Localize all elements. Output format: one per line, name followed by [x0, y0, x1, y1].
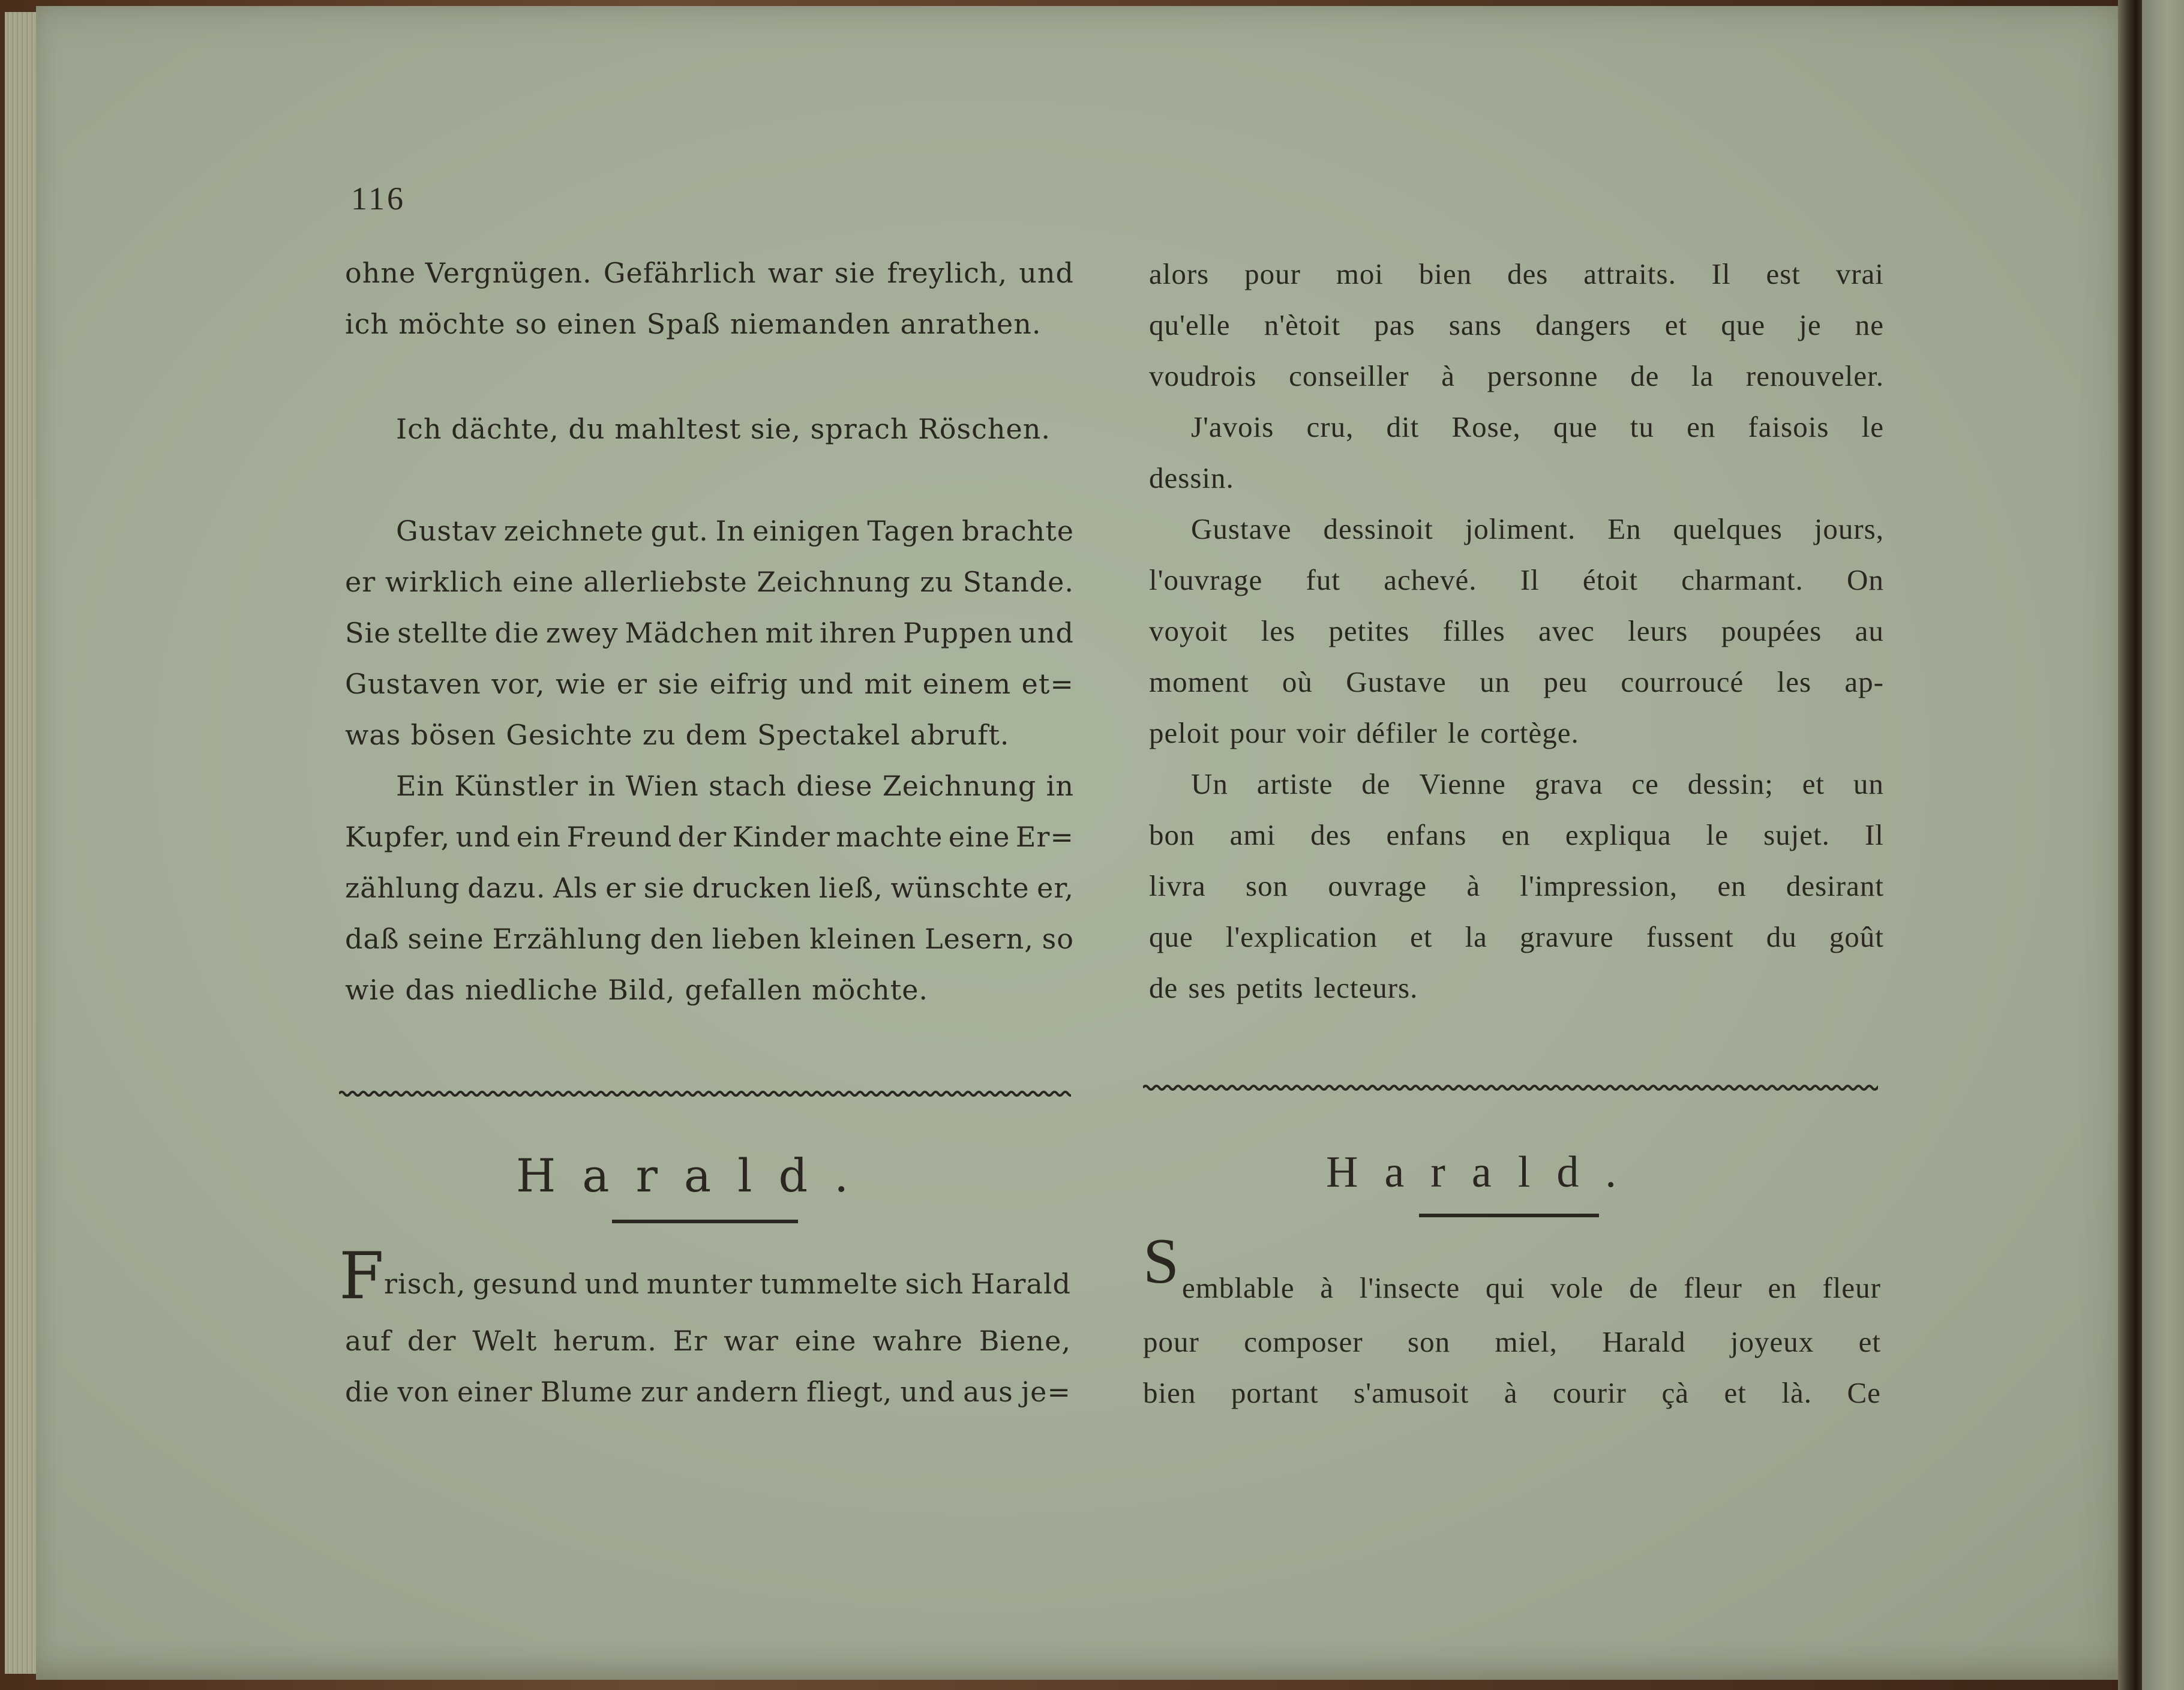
- word: und: [1019, 257, 1074, 289]
- word: niedliche: [464, 974, 599, 1006]
- word: moi: [1336, 257, 1384, 290]
- word: dessin.: [1149, 461, 1234, 494]
- word: anrathen.: [900, 308, 1042, 340]
- word: est: [1766, 257, 1801, 290]
- word: ne: [1855, 308, 1884, 341]
- word: J'avois: [1191, 410, 1274, 443]
- word: Vienne: [1419, 767, 1506, 800]
- german-text-line: [396, 515, 1074, 547]
- word: de: [1361, 767, 1391, 800]
- word: un: [1480, 665, 1511, 698]
- word: goût: [1829, 920, 1884, 953]
- word: je=: [1021, 1376, 1071, 1408]
- german-text-line: [345, 257, 1074, 289]
- word: In: [715, 515, 746, 547]
- french-text-line: [1191, 512, 1884, 546]
- word: charmant.: [1681, 563, 1804, 596]
- word: vole: [1550, 1271, 1604, 1304]
- word: auf: [345, 1325, 392, 1357]
- word: Mädchen: [625, 617, 759, 649]
- word: andern: [695, 1376, 799, 1408]
- word: Wien: [625, 770, 699, 802]
- word: en: [1768, 1271, 1797, 1304]
- heading-harald-german: Harald.: [516, 1149, 875, 1202]
- word: er: [605, 872, 637, 904]
- word: sie: [658, 668, 700, 700]
- word: le: [1706, 818, 1729, 851]
- word: machte: [836, 821, 943, 853]
- word: lecteurs.: [1313, 971, 1418, 1004]
- word: Harald: [970, 1268, 1071, 1300]
- word: l'impression,: [1520, 869, 1678, 902]
- french-text-line: [1191, 767, 1884, 801]
- word: pour: [1229, 716, 1286, 749]
- word: s'amusoit: [1354, 1376, 1469, 1409]
- word: Un: [1191, 767, 1228, 800]
- word: joliment.: [1465, 512, 1576, 545]
- heading-rule-french: [1419, 1214, 1599, 1217]
- french-text-line: [1149, 461, 1234, 495]
- word: à: [1441, 359, 1455, 392]
- german-text-line: Ich dächte, du mahltest sie, sprach Röschen.: [396, 413, 1051, 445]
- word: Spectakel: [757, 719, 901, 751]
- word: eine: [948, 821, 1010, 853]
- word: Welt: [472, 1325, 538, 1357]
- word: fleur: [1684, 1271, 1742, 1304]
- word: quelques: [1673, 512, 1783, 545]
- french-text-line: [1149, 716, 1579, 750]
- german-text-line: [396, 770, 1074, 802]
- word: den: [650, 923, 704, 955]
- word: n'ètoit: [1264, 308, 1341, 341]
- word: Freund: [566, 821, 673, 853]
- word: kleinen: [809, 923, 917, 955]
- word: ohne Vergnügen.: [345, 257, 592, 289]
- word: desirant: [1786, 869, 1884, 902]
- word: dazu.: [467, 872, 546, 904]
- word: Bild,: [608, 974, 676, 1006]
- word: ließ,: [818, 872, 883, 904]
- word: das: [405, 974, 455, 1006]
- word: l'explication: [1225, 920, 1378, 953]
- word: stach: [709, 770, 787, 802]
- word: Er: [673, 1325, 708, 1357]
- word: wirklich: [385, 566, 503, 598]
- word: Als: [553, 872, 598, 904]
- french-text-line: [1182, 1271, 1881, 1305]
- next-page-edge: [2142, 0, 2184, 1690]
- word: Il: [1864, 818, 1884, 851]
- french-text-line: [1149, 359, 1884, 393]
- word: en: [1501, 818, 1531, 851]
- word: et: [1664, 308, 1688, 341]
- word: à: [1504, 1376, 1518, 1409]
- word: Gustave: [1346, 665, 1447, 698]
- french-text-line: [1149, 257, 1884, 291]
- heading-rule-german: [612, 1220, 798, 1223]
- word: möchte.: [812, 974, 929, 1006]
- word: Zeichnung: [882, 770, 1037, 802]
- word: faisois: [1748, 410, 1829, 443]
- word: er: [345, 566, 376, 598]
- word: leurs: [1628, 614, 1688, 647]
- word: wie: [555, 668, 607, 700]
- word: fleur: [1822, 1271, 1881, 1304]
- german-text-line: [345, 821, 1074, 853]
- word: Harald: [1602, 1325, 1686, 1358]
- word: et: [1802, 767, 1825, 800]
- word: brachte: [962, 515, 1074, 547]
- word: que: [1721, 308, 1766, 341]
- word: fussent: [1646, 920, 1734, 953]
- word: Erzählung: [492, 923, 642, 955]
- german-text-line: [345, 1325, 1071, 1357]
- section-divider-right: [1143, 1083, 1878, 1092]
- word: emblable: [1182, 1271, 1295, 1304]
- word: war: [724, 1325, 779, 1357]
- word: attraits.: [1583, 257, 1676, 290]
- word: Il: [1520, 563, 1540, 596]
- word: là.: [1781, 1376, 1812, 1409]
- german-text-line: [345, 719, 1009, 751]
- word: pour: [1244, 257, 1301, 290]
- french-text-line: [1149, 971, 1418, 1005]
- word: so: [515, 308, 548, 340]
- word: dem: [685, 719, 748, 751]
- word: çà: [1661, 1376, 1689, 1409]
- word: Blume: [540, 1376, 633, 1408]
- word: peu: [1543, 665, 1588, 698]
- word: abruft.: [910, 719, 1010, 751]
- word: und: [584, 1268, 640, 1300]
- french-text-line: [1149, 920, 1884, 954]
- word: mit: [765, 617, 814, 649]
- word: zu: [642, 719, 676, 751]
- word: portant: [1231, 1376, 1319, 1409]
- word: in: [1046, 770, 1074, 802]
- word: sie: [643, 872, 685, 904]
- word: ihren: [820, 617, 897, 649]
- word: Gustave: [1191, 512, 1292, 545]
- word: où: [1282, 665, 1313, 698]
- word: so: [1042, 923, 1074, 955]
- word: Il: [1711, 257, 1731, 290]
- word: livra: [1149, 869, 1206, 902]
- word: gut.: [650, 515, 709, 547]
- word: gravure: [1520, 920, 1614, 953]
- word: tu: [1630, 410, 1654, 443]
- word: ouvrage: [1328, 869, 1427, 902]
- word: war: [767, 257, 823, 289]
- word: je: [1799, 308, 1822, 341]
- word: Gustav: [396, 515, 497, 547]
- word: qu'elle: [1149, 308, 1231, 341]
- word: son: [1408, 1325, 1451, 1358]
- word: Er=: [1015, 821, 1074, 853]
- word: voudrois: [1149, 359, 1257, 392]
- word: und: [1019, 617, 1074, 649]
- word: avec: [1538, 614, 1595, 647]
- word: et: [1410, 920, 1433, 953]
- page-number: 116: [351, 181, 406, 217]
- french-text-line: [1149, 563, 1884, 597]
- french-text-line: [1149, 614, 1884, 648]
- word: en: [1717, 869, 1747, 902]
- french-text-line: [1191, 410, 1884, 444]
- word: pour: [1143, 1325, 1199, 1358]
- german-text-line: [345, 668, 1074, 700]
- word: Ce: [1847, 1376, 1881, 1409]
- word: einigen: [752, 515, 860, 547]
- word: und: [900, 1376, 956, 1408]
- word: petits: [1236, 971, 1304, 1004]
- word: herum.: [553, 1325, 657, 1357]
- word: dit: [1386, 410, 1420, 443]
- word: de: [1629, 1271, 1658, 1304]
- word: voyoit: [1149, 614, 1228, 647]
- word: et: [1858, 1325, 1881, 1358]
- word: möchte: [398, 308, 506, 340]
- word: ami: [1229, 818, 1276, 851]
- word: Stande.: [962, 566, 1074, 598]
- word: du: [1766, 920, 1797, 953]
- word: dessin;: [1687, 767, 1774, 800]
- word: et=: [1021, 668, 1074, 700]
- word: et: [1724, 1376, 1747, 1409]
- dropcap-french: S: [1143, 1226, 1180, 1297]
- word: allerliebste: [583, 566, 748, 598]
- word: von: [397, 1376, 449, 1408]
- word: die: [494, 617, 539, 649]
- word: sich: [905, 1268, 964, 1300]
- word: der: [407, 1325, 457, 1357]
- word: grava: [1534, 767, 1603, 800]
- word: ein: [516, 821, 562, 853]
- word: dangers: [1535, 308, 1631, 341]
- word: courroucé: [1621, 665, 1744, 698]
- dropcap-german: F: [339, 1239, 385, 1314]
- word: joyeux: [1730, 1325, 1814, 1358]
- word: poupées: [1721, 614, 1822, 647]
- word: miel,: [1495, 1325, 1558, 1358]
- german-text-line: [345, 617, 1074, 649]
- german-text-line: [345, 974, 928, 1006]
- word: le: [1447, 716, 1471, 749]
- word: eine: [794, 1325, 857, 1357]
- word: dessinoit: [1323, 512, 1433, 545]
- word: Kinder: [732, 821, 830, 853]
- word: und: [455, 821, 511, 853]
- word: niemanden: [730, 308, 891, 340]
- word: gefallen: [685, 974, 802, 1006]
- german-text-line: [345, 308, 1042, 340]
- word: étoit: [1582, 563, 1638, 596]
- word: Gustaven: [345, 668, 481, 700]
- word: sie: [834, 257, 876, 289]
- french-text-line: [1149, 665, 1884, 699]
- word: des: [1310, 818, 1352, 851]
- word: au: [1855, 614, 1884, 647]
- word: zählung: [345, 872, 460, 904]
- word: un: [1853, 767, 1884, 800]
- french-text-line: [1143, 1325, 1881, 1359]
- word: à: [1466, 869, 1481, 902]
- word: enfans: [1386, 818, 1467, 851]
- heading-harald-french: Harald.: [1326, 1148, 1643, 1197]
- word: drucken: [692, 872, 812, 904]
- word: ap-: [1844, 665, 1884, 698]
- word: renouveler.: [1745, 359, 1884, 392]
- word: zu: [920, 566, 954, 598]
- word: eifrig: [709, 668, 788, 700]
- word: einen: [557, 308, 637, 340]
- word: eine: [512, 566, 574, 598]
- word: artiste: [1256, 767, 1333, 800]
- word: la: [1691, 359, 1714, 392]
- word: aus: [963, 1376, 1013, 1408]
- word: l'insecte: [1359, 1271, 1460, 1304]
- word: der: [677, 821, 727, 853]
- word: que: [1553, 410, 1598, 443]
- word: risch,: [384, 1268, 466, 1300]
- word: bien: [1418, 257, 1472, 290]
- word: Spaß: [646, 308, 721, 340]
- word: petites: [1328, 614, 1410, 647]
- word: courir: [1552, 1376, 1627, 1409]
- word: er,: [1037, 872, 1074, 904]
- word: mit: [864, 668, 913, 700]
- word: personne: [1487, 359, 1598, 392]
- word: qui: [1485, 1271, 1525, 1304]
- word: und: [799, 668, 854, 700]
- word: Tagen: [867, 515, 955, 547]
- word: zeichnete: [503, 515, 644, 547]
- german-text-line: [345, 872, 1074, 904]
- word: le: [1861, 410, 1884, 443]
- word: seine: [407, 923, 484, 955]
- word: filles: [1442, 614, 1505, 647]
- word: Puppen: [903, 617, 1013, 649]
- german-text-line: [384, 1268, 1071, 1300]
- word: son: [1246, 869, 1289, 902]
- word: cortège.: [1480, 716, 1579, 749]
- word: gesund: [472, 1268, 578, 1300]
- word: cru,: [1306, 410, 1354, 443]
- word: que: [1149, 920, 1193, 953]
- word: les: [1261, 614, 1296, 647]
- word: in: [588, 770, 616, 802]
- word: freylich,: [887, 257, 1008, 289]
- word: moment: [1149, 665, 1249, 698]
- word: bien: [1143, 1376, 1196, 1409]
- word: er: [616, 668, 648, 700]
- german-text-line: [345, 566, 1074, 598]
- word: sans: [1448, 308, 1502, 341]
- word: alors: [1149, 257, 1210, 290]
- word: conseiller: [1289, 359, 1409, 392]
- word: les: [1777, 665, 1812, 698]
- word: tummelte: [759, 1268, 898, 1300]
- word: vrai: [1835, 257, 1884, 290]
- word: sujet.: [1763, 818, 1830, 851]
- word: de: [1630, 359, 1660, 392]
- word: Künstler: [454, 770, 578, 802]
- word: peloit: [1149, 716, 1220, 749]
- word: diese: [796, 770, 873, 802]
- word: Gefährlich: [603, 257, 757, 289]
- word: On: [1847, 563, 1884, 596]
- word: munter: [646, 1268, 753, 1300]
- word: En: [1607, 512, 1642, 545]
- word: fut: [1306, 563, 1340, 596]
- word: des: [1507, 257, 1549, 290]
- word: Sie: [345, 617, 391, 649]
- word: wahre: [872, 1325, 963, 1357]
- word: ses: [1188, 971, 1226, 1004]
- word: wie: [345, 974, 396, 1006]
- word: Kupfer,: [345, 821, 451, 853]
- word: vor,: [491, 668, 545, 700]
- word: ich: [345, 308, 389, 340]
- word: achevé.: [1384, 563, 1477, 596]
- word: Lesern,: [925, 923, 1034, 955]
- word: bösen: [410, 719, 497, 751]
- german-text-line: [345, 1376, 1071, 1408]
- word: wünschte: [890, 872, 1030, 904]
- word: à: [1320, 1271, 1334, 1304]
- word: voir: [1296, 716, 1346, 749]
- word: Zeichnung: [757, 566, 911, 598]
- word: zur: [640, 1376, 688, 1408]
- french-text-line: [1149, 869, 1884, 903]
- word: was: [345, 719, 401, 751]
- word: de: [1149, 971, 1178, 1004]
- german-text-line: [345, 923, 1074, 955]
- word: la: [1465, 920, 1487, 953]
- word: composer: [1244, 1325, 1363, 1358]
- word: en: [1687, 410, 1716, 443]
- word: défiler: [1356, 716, 1438, 749]
- french-text-line: [1149, 818, 1884, 852]
- word: lieben: [712, 923, 802, 955]
- word: einem: [922, 668, 1012, 700]
- word: die: [345, 1376, 390, 1408]
- word: Biene,: [979, 1325, 1071, 1357]
- word: pas: [1374, 308, 1415, 341]
- word: l'ouvrage: [1149, 563, 1263, 596]
- word: Gesichte: [506, 719, 633, 751]
- word: Rose,: [1451, 410, 1521, 443]
- section-divider-left: [339, 1089, 1071, 1098]
- word: zwey: [545, 617, 619, 649]
- word: stellte: [397, 617, 488, 649]
- word: expliqua: [1565, 818, 1672, 851]
- word: Ein: [396, 770, 445, 802]
- word: ce: [1631, 767, 1659, 800]
- french-text-line: [1149, 308, 1884, 342]
- word: jours,: [1814, 512, 1884, 545]
- word: daß: [345, 923, 400, 955]
- word: fliegt,: [806, 1376, 893, 1408]
- french-text-line: [1143, 1376, 1881, 1410]
- word: einer: [457, 1376, 533, 1408]
- word: bon: [1149, 818, 1195, 851]
